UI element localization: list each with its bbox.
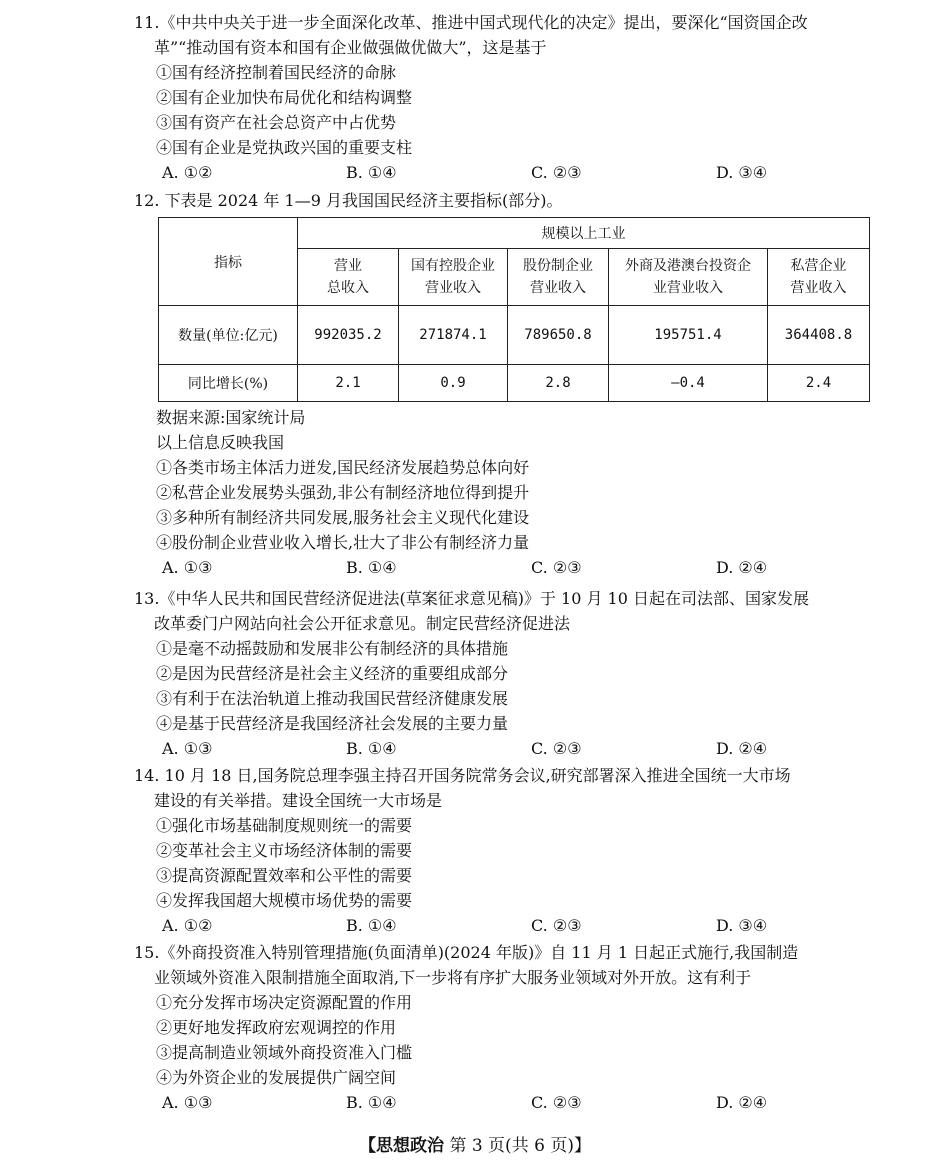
statement: ②是因为民营经济是社会主义经济的重要组成部分 — [156, 664, 509, 683]
table-cell: 2.4 — [768, 365, 870, 402]
question-stem: 14. 10 月 18 日,国务院总理李强主持召开国务院常务会议,研究部署深入推进全国统一大市场 — [134, 766, 791, 785]
data-source: 数据来源:国家统计局 — [156, 408, 306, 427]
statement: ②变革社会主义市场经济体制的需要 — [156, 841, 413, 860]
choice-c[interactable]: C. ②③ — [531, 916, 582, 935]
statement: ④发挥我国超大规模市场优势的需要 — [156, 891, 413, 910]
choice-a[interactable]: A. ①③ — [162, 558, 213, 577]
statement: ②更好地发挥政府宏观调控的作用 — [156, 1018, 397, 1037]
choice-b[interactable]: B. ①④ — [346, 558, 397, 577]
answer-choices — [134, 160, 884, 185]
table-subheader: 国有控股企业 营业收入 — [399, 249, 508, 306]
row-label: 同比增长(%) — [159, 365, 298, 402]
table-row — [159, 306, 870, 365]
question-stem: 13.《中华人民共和国民营经济促进法(草案征求意见稿)》于 10 月 10 日起在司法部、国家发展 — [134, 589, 809, 608]
choice-c[interactable]: C. ②③ — [531, 1093, 582, 1112]
statement: ④国有企业是党执政兴国的重要支柱 — [156, 138, 413, 157]
statement: ③提高资源配置效率和公平性的需要 — [156, 866, 413, 885]
footer-subject: 【思想政治 — [359, 1136, 445, 1156]
statement: ③有利于在法治轨道上推动我国民营经济健康发展 — [156, 689, 509, 708]
table-cell: 195751.4 — [609, 306, 768, 365]
statement: ④是基于民营经济是我国经济社会发展的主要力量 — [156, 714, 509, 733]
choice-a[interactable]: A. ①② — [162, 916, 213, 935]
table-cell: 2.1 — [298, 365, 399, 402]
question-lead: 以上信息反映我国 — [156, 433, 285, 452]
question-stem: 11.《中共中央关于进一步全面深化改革、推进中国式现代化的决定》提出，要深化“国资国企改 — [134, 13, 808, 32]
table-subheader: 股份制企业 营业收入 — [508, 249, 609, 306]
table-subheader: 外商及港澳台投资企 业营业收入 — [609, 249, 768, 306]
table-group-header: 规模以上工业 — [298, 218, 870, 249]
table-row — [159, 365, 870, 402]
choice-d[interactable]: D. ②④ — [716, 739, 768, 758]
choice-d[interactable]: D. ③④ — [716, 163, 768, 182]
question-13 — [134, 586, 884, 761]
answer-choices — [134, 555, 884, 580]
statement: ③多种所有制经济共同发展,服务社会主义现代化建设 — [156, 508, 530, 527]
choice-d[interactable]: D. ②④ — [716, 558, 768, 577]
question-stem: 12. 下表是 2024 年 1—9 月我国国民经济主要指标(部分)。 — [134, 191, 563, 210]
statement: ④股份制企业营业收入增长,壮大了非公有制经济力量 — [156, 533, 530, 552]
table-cell: 2.8 — [508, 365, 609, 402]
choice-c[interactable]: C. ②③ — [531, 163, 582, 182]
table-cell: 0.9 — [399, 365, 508, 402]
answer-choices — [134, 736, 884, 761]
statement: ③提高制造业领域外商投资准入门槛 — [156, 1043, 413, 1062]
choice-a[interactable]: A. ①③ — [162, 739, 213, 758]
choice-c[interactable]: C. ②③ — [531, 558, 582, 577]
choice-c[interactable]: C. ②③ — [531, 739, 582, 758]
footer-page-number: 第 3 页(共 6 页)】 — [449, 1136, 591, 1156]
table-subheader: 私营企业 营业收入 — [768, 249, 870, 306]
question-stem: 业领域外资准入限制措施全面取消,下一步将有序扩大服务业领域对外开放。这有利于 — [154, 968, 752, 987]
choice-a[interactable]: A. ①③ — [162, 1093, 213, 1112]
choice-d[interactable]: D. ③④ — [716, 916, 768, 935]
row-label: 数量(单位:亿元) — [159, 306, 298, 365]
statement: ①强化市场基础制度规则统一的需要 — [156, 816, 413, 835]
table-cell: —0.4 — [609, 365, 768, 402]
statement: ①充分发挥市场决定资源配置的作用 — [156, 993, 413, 1012]
question-11 — [134, 10, 884, 185]
statement: ①各类市场主体活力迸发,国民经济发展趋势总体向好 — [156, 458, 530, 477]
statement: ①是毫不动摇鼓励和发展非公有制经济的具体措施 — [156, 639, 509, 658]
statement: ③国有资产在社会总资产中占优势 — [156, 113, 397, 132]
choice-a[interactable]: A. ①② — [162, 163, 213, 182]
table-subheader: 营业 总收入 — [298, 249, 399, 306]
table-cell: 789650.8 — [508, 306, 609, 365]
choice-b[interactable]: B. ①④ — [346, 739, 397, 758]
question-14 — [134, 763, 884, 938]
question-stem: 革”“推动国有资本和国有企业做强做优做大”，这是基于 — [154, 38, 547, 57]
table-cell: 271874.1 — [399, 306, 508, 365]
table-cell: 992035.2 — [298, 306, 399, 365]
choice-d[interactable]: D. ②④ — [716, 1093, 768, 1112]
question-stem: 改革委门户网站向社会公开征求意见。制定民营经济促进法 — [154, 614, 571, 633]
choice-b[interactable]: B. ①④ — [346, 163, 397, 182]
answer-choices — [134, 913, 884, 938]
page-footer — [0, 1131, 950, 1156]
statement: ②私营企业发展势头强劲,非公有制经济地位得到提升 — [156, 483, 530, 502]
question-stem: 建设的有关举措。建设全国统一大市场是 — [154, 791, 443, 810]
answer-choices — [134, 1090, 884, 1115]
question-stem: 15.《外商投资准入特别管理措施(负面清单)(2024 年版)》自 11 月 1 日起正式施行,我国制造 — [134, 943, 799, 962]
choice-b[interactable]: B. ①④ — [346, 1093, 397, 1112]
table-header-indicator: 指标 — [159, 218, 298, 306]
statement: ②国有企业加快布局优化和结构调整 — [156, 88, 413, 107]
indicator-table — [158, 217, 870, 402]
statement: ④为外资企业的发展提供广阔空间 — [156, 1068, 397, 1087]
statement: ①国有经济控制着国民经济的命脉 — [156, 63, 397, 82]
question-15 — [134, 940, 884, 1115]
choice-b[interactable]: B. ①④ — [346, 916, 397, 935]
question-12 — [134, 188, 884, 580]
table-cell: 364408.8 — [768, 306, 870, 365]
